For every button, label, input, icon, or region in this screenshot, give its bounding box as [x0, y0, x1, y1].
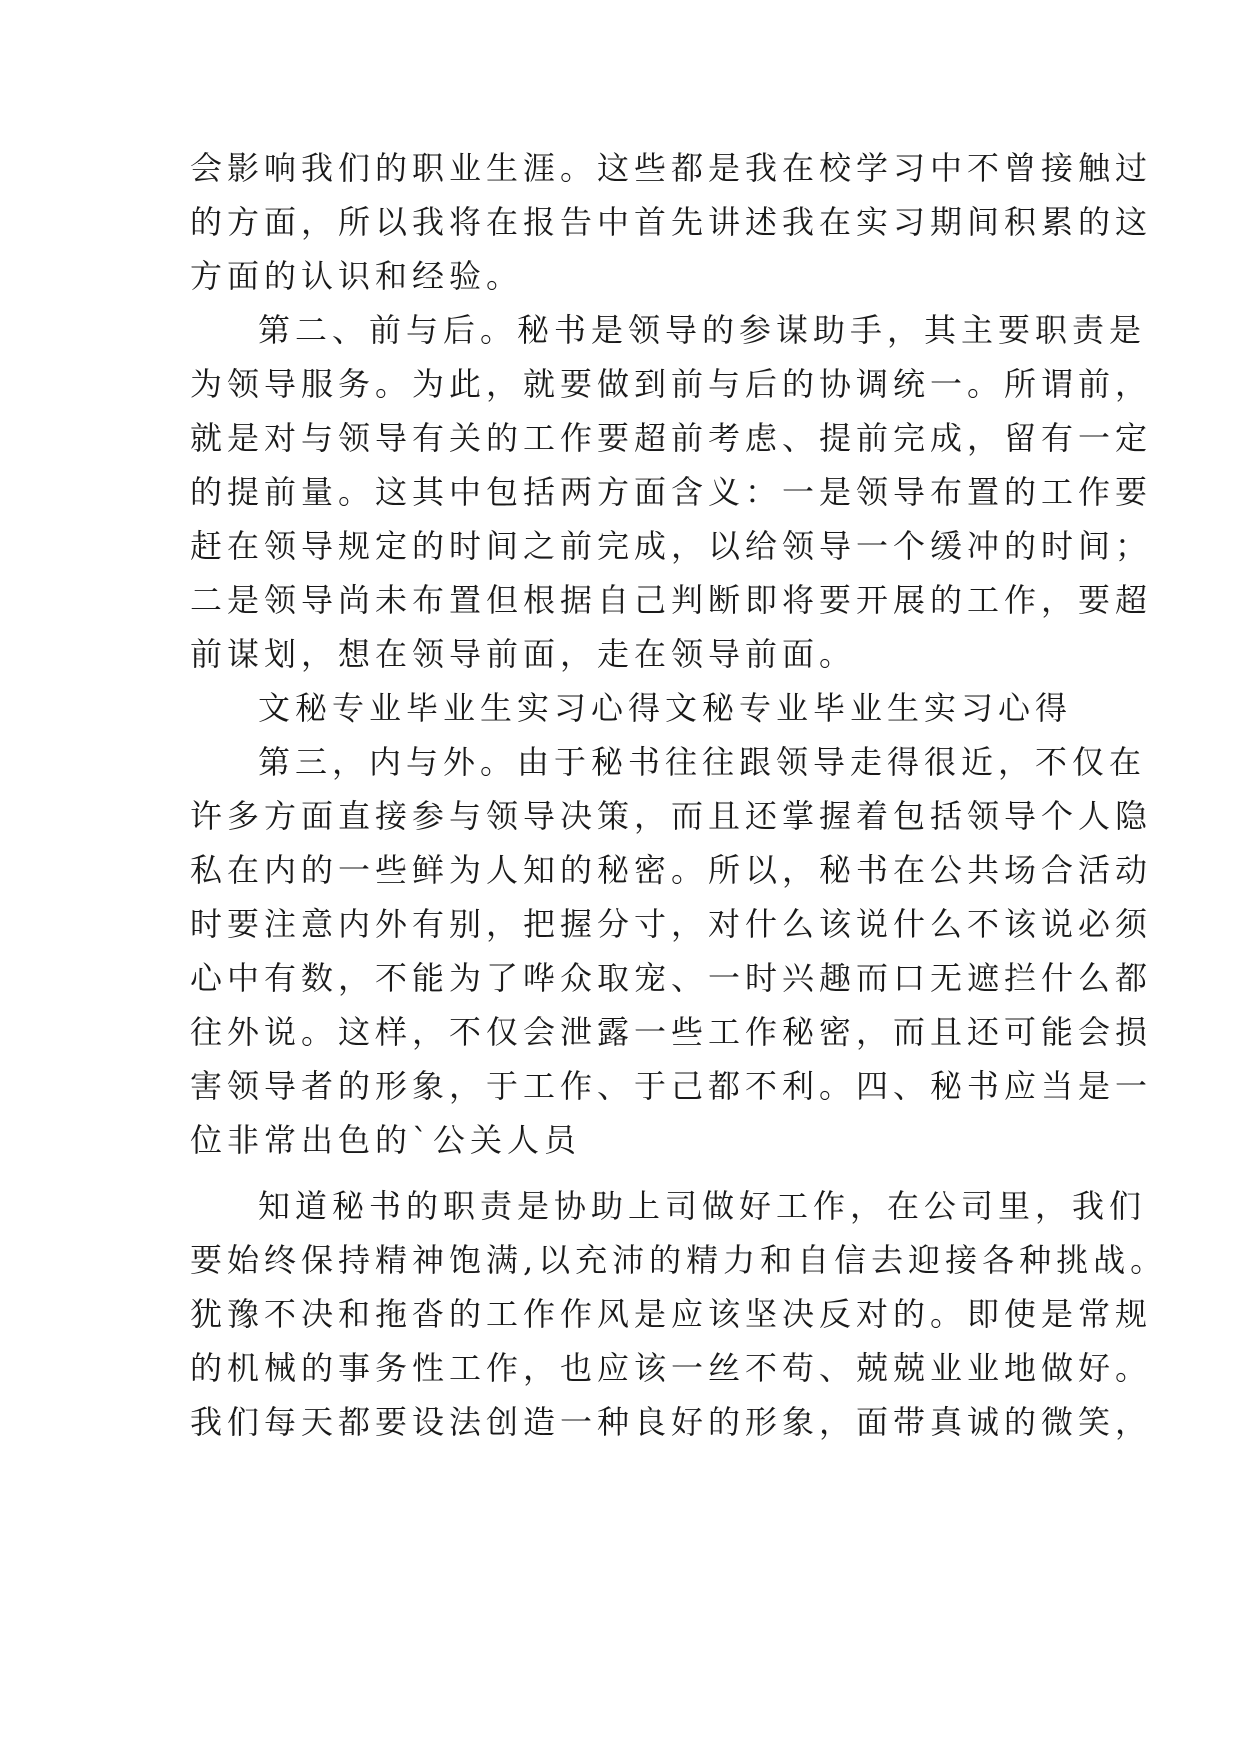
- text-line: 方面的认识和经验。: [190, 257, 524, 295]
- text-line: 赶在领导规定的时间之前完成，以给领导一个缓冲的时间；: [190, 527, 1153, 565]
- text-line: 二是领导尚未布置但根据自己判断即将要开展的工作，要超: [190, 581, 1153, 619]
- text-line: 为领导服务。为此，就要做到前与后的协调统一。所谓前，: [190, 365, 1153, 403]
- text-line: 犹豫不决和拖沓的工作作风是应该坚决反对的。即使是常规: [190, 1295, 1153, 1333]
- paragraph-start-line: 知道秘书的职责是协助上司做好工作，在公司里，我们: [258, 1187, 1147, 1225]
- text-line: 的提前量。这其中包括两方面含义：一是领导布置的工作要: [190, 473, 1153, 511]
- paragraph-start-line: 第二、前与后。秘书是领导的参谋助手，其主要职责是: [258, 311, 1147, 349]
- text-line: 往外说。这样，不仅会泄露一些工作秘密，而且还可能会损: [190, 1013, 1153, 1051]
- text-line: 的机械的事务性工作，也应该一丝不苟、兢兢业业地做好。: [190, 1349, 1153, 1387]
- text-line: 私在内的一些鲜为人知的秘密。所以，秘书在公共场合活动: [190, 851, 1153, 889]
- text-line: 许多方面直接参与领导决策，而且还掌握着包括领导个人隐: [190, 797, 1153, 835]
- text-line: 要始终保持精神饱满,以充沛的精力和自信去迎接各种挑战。: [190, 1241, 1168, 1279]
- text-line: 前谋划，想在领导前面，走在领导前面。: [190, 635, 857, 673]
- heading-line: 文秘专业毕业生实习心得文秘专业毕业生实习心得: [258, 689, 1073, 727]
- text-line: 心中有数，不能为了哗众取宠、一时兴趣而口无遮拦什么都: [190, 959, 1153, 997]
- text-line: 害领导者的形象，于工作、于己都不利。四、秘书应当是一: [190, 1067, 1153, 1105]
- text-line: 时要注意内外有别，把握分寸，对什么该说什么不该说必须: [190, 905, 1153, 943]
- text-line: 我们每天都要设法创造一种良好的形象，面带真诚的微笑，: [190, 1403, 1153, 1441]
- text-line: 会影响我们的职业生涯。这些都是我在校学习中不曾接触过: [190, 149, 1153, 187]
- text-line: 就是对与领导有关的工作要超前考虑、提前完成，留有一定: [190, 419, 1153, 457]
- text-line: 的方面，所以我将在报告中首先讲述我在实习期间积累的这: [190, 203, 1153, 241]
- paragraph-start-line: 第三，内与外。由于秘书往往跟领导走得很近，不仅在: [258, 743, 1147, 781]
- text-line: 位非常出色的`公关人员: [190, 1121, 582, 1159]
